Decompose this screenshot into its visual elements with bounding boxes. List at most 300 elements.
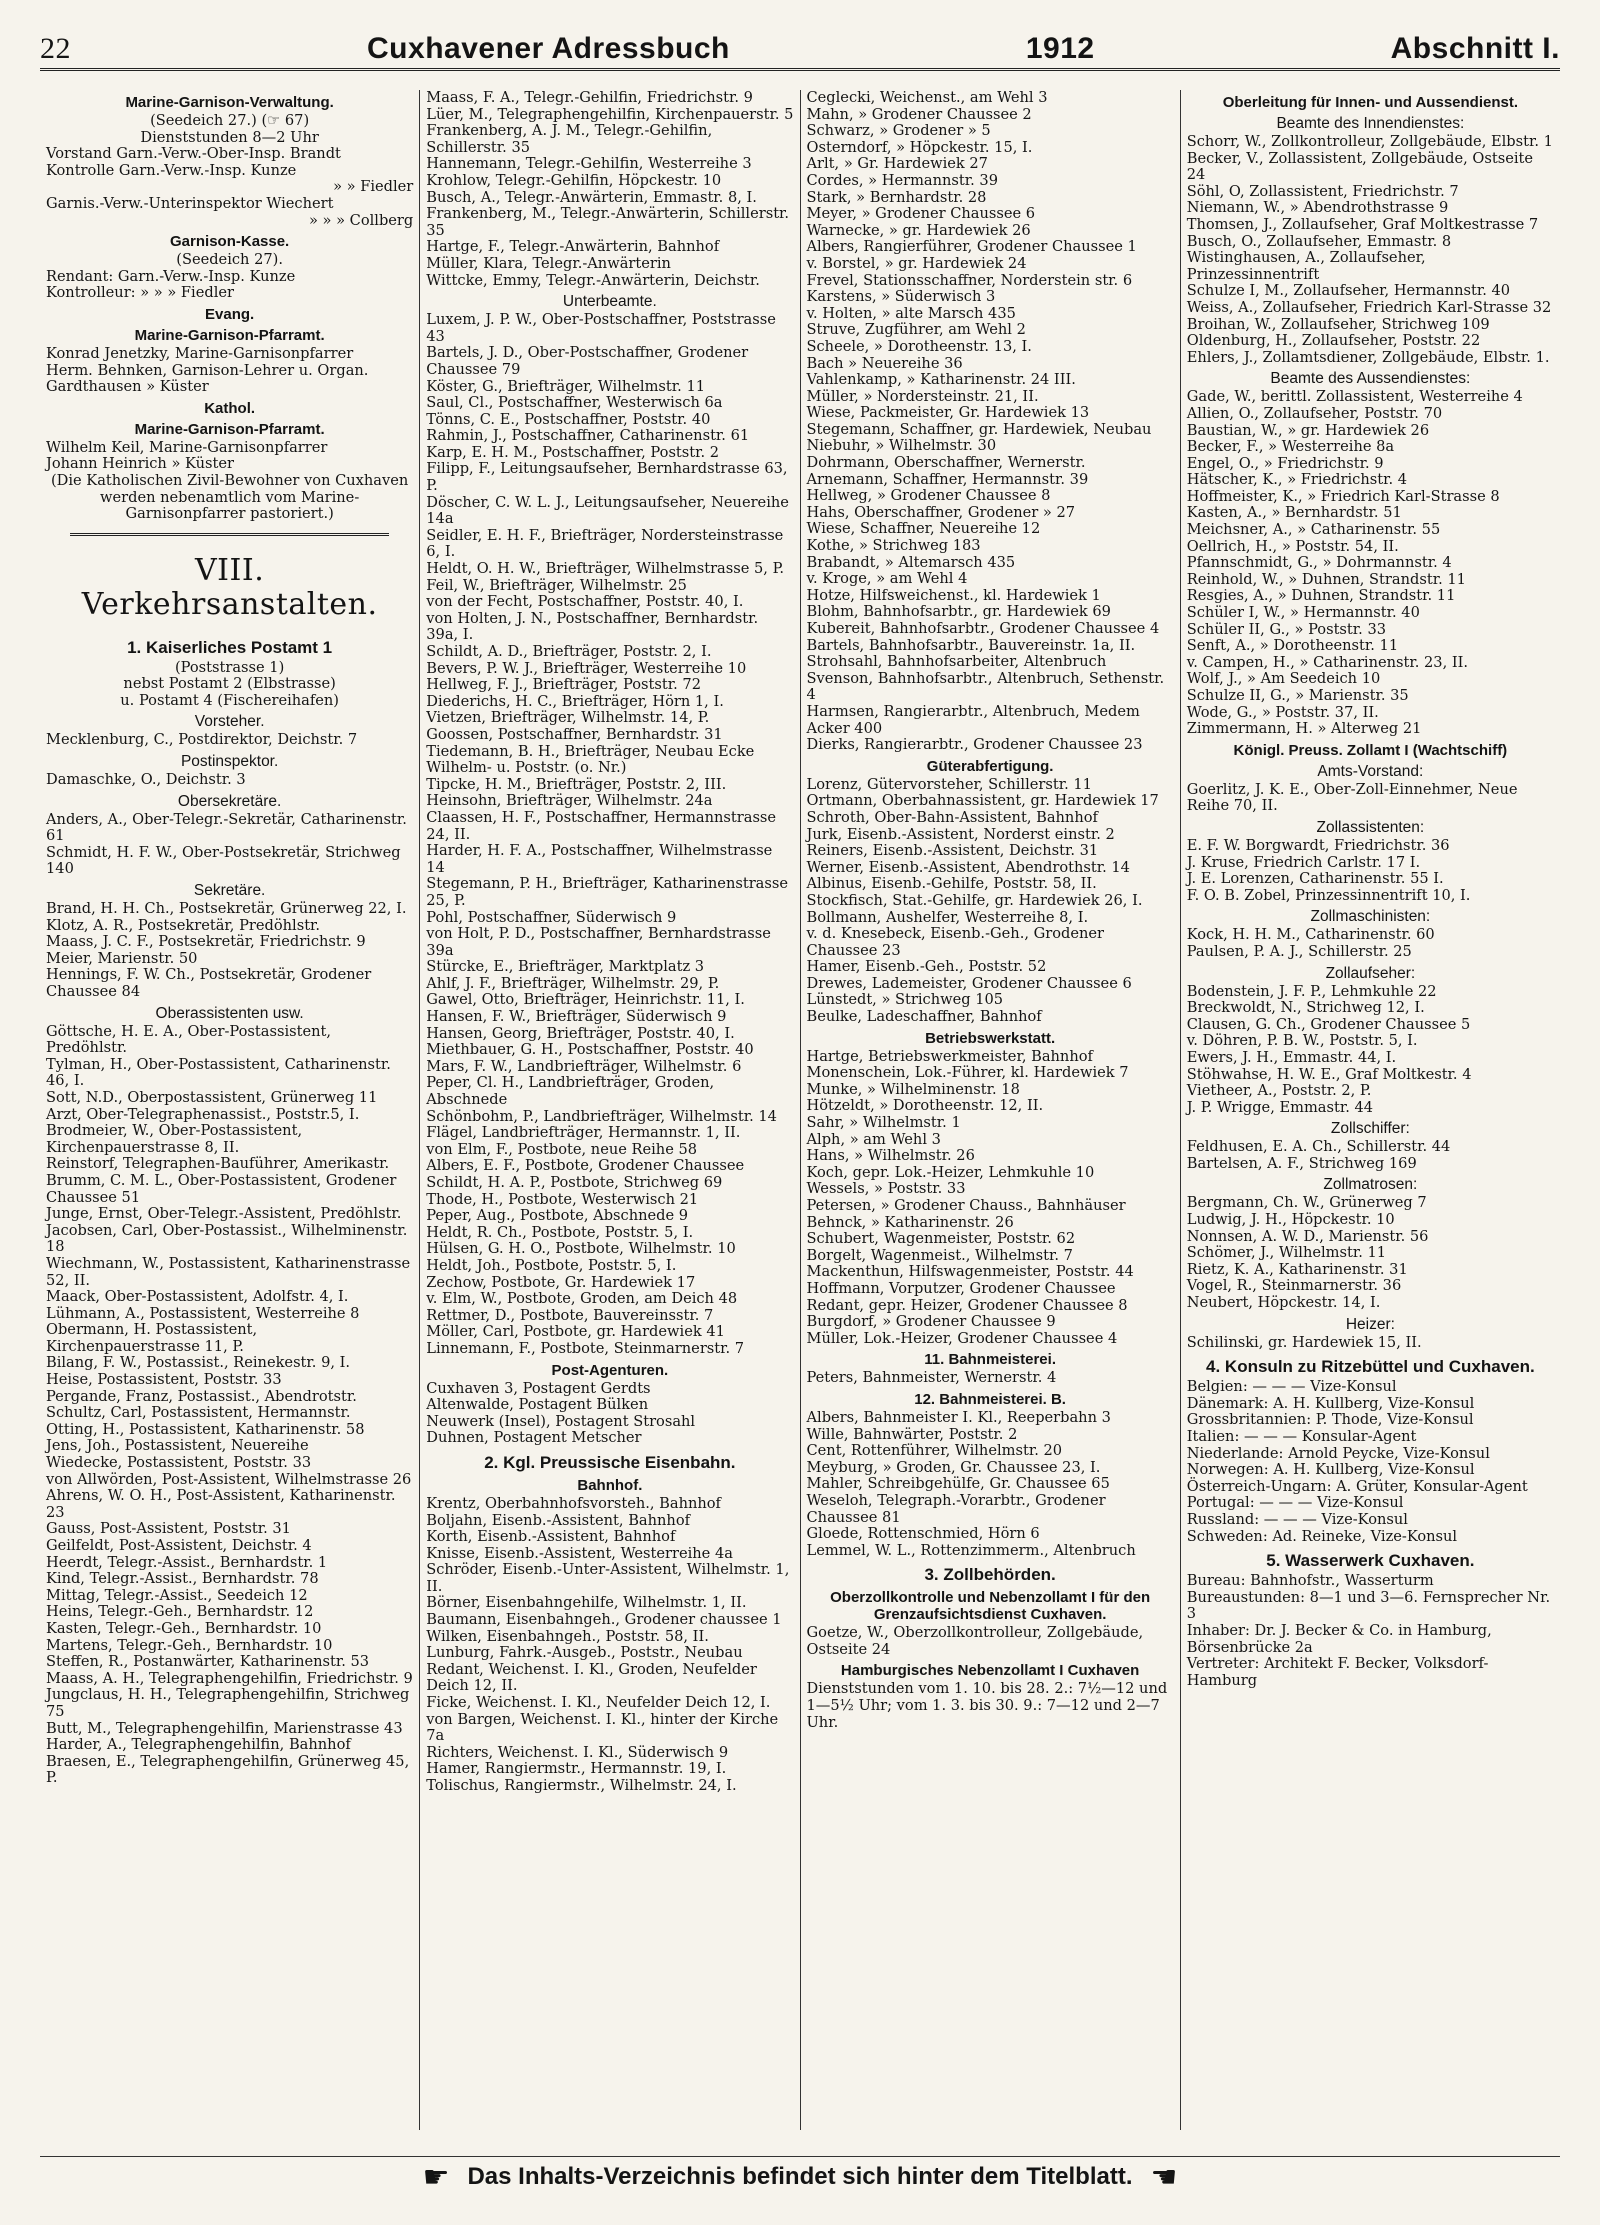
directory-entry: Ehlers, J., Zollamtsdiener, Zollgebäude, Elbstr. 1. <box>1186 348 1550 366</box>
directory-entry: Vietheer, A., Poststr. 2, P. <box>1186 1082 1372 1100</box>
directory-entry: Pfannschmidt, G., » Dohrmannstr. 4 <box>1186 554 1452 572</box>
chapter-heading: VIII. Verkehrsanstalten. <box>81 552 378 622</box>
note-line: (Seedeich 27.) (☞ 67) <box>150 112 310 129</box>
directory-entry: Börner, Eisenbahngehilfe, Wilhelmstr. 1, II. <box>426 1594 747 1612</box>
directory-entry: Borgelt, Wagenmeist., Wilhelmstr. 7 <box>806 1246 1073 1264</box>
section-heading: Post-Agenturen. <box>551 1361 669 1379</box>
directory-entry: Schulze I, M., Zollaufseher, Hermannstr. 40 <box>1186 282 1511 300</box>
directory-entry: Goetze, W., Oberzollkontrolleur, Zollgebäude, Ostseite 24 <box>806 1624 1144 1658</box>
directory-entry: Hennings, F. W. Ch., Postsekretär, Grodener Chaussee 84 <box>46 966 372 1000</box>
section-heading: Marine-Garnison-Verwaltung. <box>125 94 334 111</box>
directory-entry: Schwarz, » Grodener » 5 <box>806 122 991 140</box>
directory-entry: Konrad Jenetzky, Marine-Garnisonpfarrer <box>46 344 354 362</box>
directory-entry: Jungclaus, H. H., Telegraphengehilfin, Strichweg 75 <box>46 1686 410 1720</box>
directory-entry: J. E. Lorenzen, Catharinenstr. 55 I. <box>1186 870 1444 888</box>
directory-entry: Heise, Postassistent, Poststr. 33 <box>46 1371 282 1389</box>
directory-entry: Heins, Telegr.-Geh., Bernhardstr. 12 <box>46 1603 314 1621</box>
directory-entry: Schmidt, H. F. W., Ober-Postsekretär, Strichweg 140 <box>46 843 401 878</box>
directory-entry: F. O. B. Zobel, Prinzessinnentrift 10, I. <box>1186 886 1471 904</box>
directory-entry: Flägel, Landbriefträger, Hermannstr. 1, II. <box>426 1124 741 1142</box>
directory-entry: Rahmin, J., Postschaffner, Catharinenstr. 61 <box>426 427 750 445</box>
section-heading: 12. Bahnmeisterei. B. <box>914 1390 1066 1408</box>
directory-entry: Richters, Weichenst. I. Kl., Süderwisch 9 <box>426 1743 729 1761</box>
directory-entry: Lunburg, Fahrk.-Ausgeb., Poststr., Neubau <box>426 1644 743 1662</box>
directory-entry: Bergmann, Ch. W., Grünerweg 7 <box>1186 1194 1427 1212</box>
section-heading: Kathol. <box>204 399 256 417</box>
directory-entry: Junge, Ernst, Ober-Telegr.-Assistent, Predöhlstr. <box>46 1205 402 1223</box>
directory-entry: Schulze II, G., » Marienstr. 35 <box>1186 687 1409 704</box>
directory-entry: Möller, Carl, Postbote, gr. Hardewiek 41 <box>426 1323 725 1341</box>
numbered-heading: 3. Zollbehörden. <box>924 1565 1056 1585</box>
directory-entry: Bilang, F. W., Postassist., Reinekestr. 9, I. <box>46 1354 351 1372</box>
directory-entry: Hötzeldt, » Dorotheenstr. 12, II. <box>806 1097 1044 1115</box>
directory-entry: Herm. Behnken, Garnison-Lehrer u. Organ. <box>46 361 369 379</box>
directory-entry: » » Fiedler <box>333 178 414 196</box>
numbered-heading: 5. Wasserwerk Cuxhaven. <box>1266 1551 1475 1571</box>
directory-entry: Kubereit, Bahnhofsarbtr., Grodener Chaussee 4 <box>806 620 1160 637</box>
directory-entry: Russland: — — — Vize-Konsul <box>1186 1510 1408 1528</box>
directory-entry: J. Kruse, Friedrich Carlstr. 17 I. <box>1186 853 1421 871</box>
directory-entry: Portugal: — — — Vize-Konsul <box>1186 1494 1404 1512</box>
directory-entry: Schildt, H. A. P., Postbote, Strichweg 69 <box>426 1174 723 1191</box>
directory-entry: von Allwörden, Post-Assistent, Wilhelmstrasse 26 <box>46 1470 412 1488</box>
directory-entry: Lorenz, Gütervorsteher, Schillerstr. 11 <box>806 775 1092 793</box>
directory-entry: Becker, V., Zollassistent, Zollgebäude, Ostseite 24 <box>1186 149 1534 184</box>
directory-entry: Klotz, A. R., Postsekretär, Predöhlstr. <box>46 916 321 934</box>
directory-entry: Hansen, F. W., Briefträger, Süderwisch 9 <box>426 1008 727 1026</box>
directory-entry: Seidler, E. H. F., Briefträger, Nordersteinstrasse 6, I. <box>426 526 784 561</box>
subheading: Heizer: <box>1345 1315 1395 1333</box>
directory-entry: Schüler I, W., » Hermannstr. 40 <box>1186 604 1420 622</box>
directory-entry: Wiese, Schaffner, Neuereihe 12 <box>806 520 1041 538</box>
directory-entry: Vogel, R., Steinmarnerstr. 36 <box>1186 1277 1402 1295</box>
directory-entry: Bartelsen, A. F., Strichweg 169 <box>1186 1154 1417 1172</box>
note-line: nebst Postamt 2 (Elbstrasse) <box>123 675 336 693</box>
directory-entry: Duhnen, Postagent Metscher <box>426 1429 642 1447</box>
directory-entry: Allien, O., Zollaufseher, Poststr. 70 <box>1186 404 1443 422</box>
directory-entry: Peters, Bahnmeister, Wernerstr. 4 <box>806 1369 1057 1387</box>
directory-entry: Lemmel, W. L., Rottenzimmerm., Altenbruch <box>806 1541 1136 1559</box>
directory-entry: Bevers, P. W. J., Briefträger, Westerreihe 10 <box>426 659 747 677</box>
directory-entry: Saul, Cl., Postschaffner, Westerwisch 6a <box>426 394 723 412</box>
section-label: Abschnitt I. <box>1390 32 1560 65</box>
directory-entry: Steffen, R., Postanwärter, Katharinenstr. 53 <box>46 1653 370 1671</box>
directory-entry: Jacobsen, Carl, Ober-Postassist., Wilhelminenstr. 18 <box>46 1221 408 1256</box>
directory-entry: Feldhusen, E. A. Ch., Schillerstr. 44 <box>1186 1138 1451 1156</box>
directory-entry: Arzt, Ober-Telegraphenassist., Poststr.5, I. <box>46 1105 360 1123</box>
numbered-heading: 1. Kaiserliches Postamt 1 <box>127 637 333 657</box>
column-3 <box>801 90 1181 2130</box>
year: 1912 <box>1025 32 1095 65</box>
directory-entry: Goerlitz, J. K. E., Ober-Zoll-Einnehmer, Neue Reihe 70, II. <box>1186 780 1518 815</box>
directory-entry: Lüer, M., Telegraphengehilfin, Kirchenpauerstr. 5 <box>426 105 794 123</box>
directory-entry: Mackenthun, Hilfswagenmeister, Poststr. 44 <box>806 1263 1134 1281</box>
directory-entry: Knisse, Eisenb.-Assistent, Westerreihe 4a <box>426 1544 733 1562</box>
directory-entry: Tolischus, Rangiermstr., Wilhelmstr. 24, I. <box>426 1777 737 1794</box>
directory-entry: Tylman, H., Ober-Postassistent, Catharinenstr. 46, I. <box>46 1055 391 1090</box>
subheading: Unterbeamte. <box>562 293 657 311</box>
directory-entry: Breckwoldt, N., Strichweg 12, I. <box>1186 999 1425 1017</box>
directory-entry: Karstens, » Süderwisch 3 <box>806 288 996 306</box>
directory-entry: Albinus, Eisenb.-Gehilfe, Poststr. 58, II. <box>806 875 1097 893</box>
directory-entry: Damaschke, O., Deichstr. 3 <box>46 771 246 789</box>
directory-entry: Rietz, K. A., Katharinenstr. 31 <box>1186 1260 1408 1278</box>
numbered-heading: 4. Konsuln zu Ritzebüttel und Cuxhaven. <box>1206 1357 1535 1377</box>
directory-entry: Kock, H. H. M., Catharinenstr. 60 <box>1186 926 1435 944</box>
directory-entry: Krohlow, Telegr.-Gehilfin, Höpckestr. 10 <box>426 171 722 189</box>
directory-entry: Alph, » am Wehl 3 <box>806 1130 941 1148</box>
directory-entry: Maass, F. A., Telegr.-Gehilfin, Friedrichstr. 9 <box>426 90 753 106</box>
subheading: Zollschiffer: <box>1330 1120 1410 1138</box>
directory-entry: von der Fecht, Postschaffner, Poststr. 40, I. <box>426 593 744 611</box>
directory-entry: Brabandt, » Altemarsch 435 <box>806 553 1016 571</box>
directory-entry: Hannemann, Telegr.-Gehilfin, Westerreihe 3 <box>426 155 752 173</box>
directory-entry: Mittag, Telegr.-Assist., Seedeich 12 <box>46 1586 308 1604</box>
subheading: Obersekretäre. <box>177 792 282 810</box>
directory-entry: Baumann, Eisenbahngeh., Grodener chaussee 1 <box>426 1611 782 1629</box>
directory-entry: Clausen, G. Ch., Grodener Chaussee 5 <box>1186 1015 1471 1033</box>
directory-entry: Krentz, Oberbahnhofsvorsteh., Bahnhof <box>426 1494 721 1512</box>
directory-entry: Werner, Eisenb.-Assistent, Abendrothstr. 14 <box>806 858 1130 876</box>
directory-entry: Meyburg, » Groden, Gr. Chaussee 23, I. <box>806 1458 1101 1476</box>
directory-entry: Vertreter: Architekt F. Becker, Volksdorf-Hamburg <box>1186 1655 1489 1689</box>
directory-entry: Hellweg, F. J., Briefträger, Poststr. 72 <box>426 676 701 694</box>
directory-entry: Bureaustunden: 8—1 und 3—6. Fernsprecher Nr. 3 <box>1186 1588 1551 1623</box>
directory-entry: v. d. Knesebeck, Eisenb.-Geh., Grodener Chaussee 23 <box>806 925 1105 959</box>
directory-entry: Obermann, H. Postassistent, Kirchenpauerstrasse 11, P. <box>46 1321 258 1355</box>
directory-entry: Redant, Weichenst. I. Kl., Groden, Neufelder Deich 12, II. <box>426 1660 757 1695</box>
directory-entry: Kontrolle Garn.-Verw.-Insp. Kunze <box>46 161 297 179</box>
directory-entry: Struve, Zugführer, am Wehl 2 <box>806 321 1026 339</box>
directory-entry: Pohl, Postschaffner, Süderwisch 9 <box>426 908 677 926</box>
subheading: Zollmaschinisten: <box>1310 908 1431 926</box>
directory-entry: Österreich-Ungarn: A. Grüter, Konsular-Agent <box>1186 1477 1528 1495</box>
directory-entry: Wiese, Packmeister, Gr. Hardewiek 13 <box>806 404 1090 422</box>
directory-entry: Schüler II, G., » Poststr. 33 <box>1186 620 1387 638</box>
section-heading: Güterabfertigung. <box>926 757 1054 775</box>
directory-entry: Peper, Aug., Postbote, Abschnede 9 <box>426 1207 689 1225</box>
directory-entry: Petersen, » Grodener Chauss., Bahnhäuser <box>806 1197 1126 1214</box>
directory-entry: Paulsen, P. A. J., Schillerstr. 25 <box>1186 942 1412 960</box>
directory-entry: Engel, O., » Friedrichstr. 9 <box>1186 454 1384 472</box>
directory-entry: Wittcke, Emmy, Telegr.-Anwärterin, Deichstr. <box>426 271 760 289</box>
directory-entry: Lühmann, A., Postassistent, Westerreihe 8 <box>46 1304 360 1322</box>
directory-entry: Döscher, C. W. L. J., Leitungsaufseher, Neuereihe 14a <box>426 493 789 528</box>
directory-entry: Linnemann, F., Postbote, Steinmarnerstr. 7 <box>426 1339 745 1357</box>
directory-entry: Heldt, R. Ch., Postbote, Poststr. 5, I. <box>426 1223 694 1241</box>
directory-entry: Kasten, Telegr.-Geh., Bernhardstr. 10 <box>46 1619 322 1637</box>
directory-entry: Vietzen, Briefträger, Wilhelmstr. 14, P. <box>426 709 710 727</box>
directory-entry: J. P. Wrigge, Emmastr. 44 <box>1186 1098 1374 1116</box>
directory-entry: Göttsche, H. E. A., Ober-Postassistent, Predöhlstr. <box>46 1022 331 1057</box>
directory-entry: Claassen, H. F., Postschaffner, Hermannstrasse 24, II. <box>426 808 777 843</box>
directory-entry: Ludwig, J. H., Höpckestr. 10 <box>1186 1211 1395 1229</box>
directory-entry: Tipcke, H. M., Briefträger, Poststr. 2, III. <box>426 775 727 793</box>
footer-note <box>40 2156 1560 2197</box>
directory-entry: Miethbauer, G. H., Postschaffner, Poststr. 40 <box>426 1041 754 1059</box>
directory-entry: Maack, Ober-Postassistent, Adolfstr. 4, I. <box>46 1288 349 1306</box>
column-1 <box>40 90 420 2130</box>
directory-entry: Wilken, Eisenbahngeh., Poststr. 58, II. <box>426 1627 709 1645</box>
directory-entry: Harder, H. F. A., Postschaffner, Wilhelmstrasse 14 <box>426 842 773 876</box>
directory-entry: Kind, Telegr.-Assist., Bernhardstr. 78 <box>46 1570 319 1588</box>
directory-entry: Heinsohn, Briefträger, Wilhelmstr. 24a <box>426 792 713 810</box>
directory-entry: Hartge, Betriebswerkmeister, Bahnhof <box>806 1047 1093 1065</box>
directory-entry: Thode, H., Postbote, Westerwisch 21 <box>426 1190 699 1208</box>
directory-entry: Niemann, W., » Abendrothstrasse 9 <box>1186 199 1449 217</box>
directory-entry: Wille, Bahnwärter, Poststr. 2 <box>806 1425 1018 1443</box>
column-2 <box>420 90 800 2130</box>
directory-entry: Gade, W., berittl. Zollassistent, Westerreihe 4 <box>1186 388 1523 406</box>
directory-entry: Schubert, Wagenmeister, Poststr. 62 <box>806 1230 1076 1248</box>
directory-entry: Inhaber: Dr. J. Becker & Co. in Hamburg, Börsenbrücke 2a <box>1186 1621 1492 1656</box>
directory-entry: Frankenberg, A. J. M., Telegr.-Gehilfin, Schillerstr. 35 <box>426 122 713 156</box>
directory-entry: von Holten, J. N., Postschaffner, Bernhardstr. 39a, I. <box>426 609 759 644</box>
directory-entry: Stark, » Bernhardstr. 28 <box>806 188 987 206</box>
directory-entry: Nonnsen, A. W. D., Marienstr. 56 <box>1186 1227 1429 1245</box>
directory-entry: Meier, Marienstr. 50 <box>46 949 198 967</box>
directory-entry: Senft, A., » Dorotheenstr. 11 <box>1186 637 1399 655</box>
directory-entry: Meichsner, A., » Catharinenstr. 55 <box>1186 521 1441 539</box>
directory-entry: Heldt, O. H. W., Briefträger, Wilhelmstrasse 5, P. <box>426 560 785 578</box>
directory-entry: Albers, Rangierführer, Grodener Chaussee 1 <box>806 238 1137 256</box>
directory-entry: Butt, M., Telegraphengehilfin, Marienstrasse 43 <box>46 1719 403 1737</box>
directory-entry: Norwegen: A. H. Kullberg, Vize-Konsul <box>1186 1461 1475 1479</box>
directory-entry: Brumm, C. M. L., Ober-Postassistent, Grodener Chaussee 51 <box>46 1171 397 1206</box>
directory-entry: v. Campen, H., » Catharinenstr. 23, II. <box>1186 653 1469 671</box>
directory-entry: von Bargen, Weichenst. I. Kl., hinter der Kirche 7a <box>426 1710 779 1745</box>
directory-entry: Albers, Bahnmeister I. Kl., Reeperbahn 3 <box>806 1408 1111 1426</box>
directory-entry: Müller, Klara, Telegr.-Anwärterin <box>426 254 671 272</box>
note-line: (Seedeich 27). <box>176 251 283 269</box>
directory-entry: Busch, O., Zollaufseher, Emmastr. 8 <box>1186 232 1452 250</box>
directory-entry: Cent, Rottenführer, Wilhelmstr. 20 <box>806 1442 1063 1460</box>
directory-entry: Müller, Lok.-Heizer, Grodener Chaussee 4 <box>806 1329 1118 1347</box>
directory-entry: Redant, gepr. Heizer, Grodener Chaussee 8 <box>806 1296 1128 1314</box>
directory-entry: Filipp, F., Leitungsaufseher, Bernhardstrasse 63, P. <box>426 460 788 495</box>
directory-entry: Zimmermann, H. » Alterweg 21 <box>1186 720 1422 738</box>
directory-entry: Becker, F., » Westerreihe 8a <box>1186 438 1395 456</box>
directory-entry: Reiners, Eisenb.-Assistent, Deichstr. 31 <box>806 842 1099 860</box>
directory-entry: Zechow, Postbote, Gr. Hardewiek 17 <box>426 1273 696 1291</box>
section-heading: Garnison-Kasse. <box>170 233 290 251</box>
directory-entry: Feil, W., Briefträger, Wilhelmstr. 25 <box>426 576 687 594</box>
directory-entry: Munke, » Wilhelminenstr. 18 <box>806 1080 1020 1098</box>
directory-entry: v. Holten, » alte Marsch 435 <box>806 304 1016 322</box>
directory-entry: Otting, H., Postassistent, Katharinenstr. 58 <box>46 1420 365 1438</box>
directory-entry: Niebuhr, » Wilhelmstr. 30 <box>806 437 997 455</box>
directory-entry: Wolf, J., » Am Seedeich 10 <box>1186 670 1381 688</box>
directory-entry: Reinstorf, Telegraphen-Bauführer, Amerikastr. <box>46 1155 390 1173</box>
directory-entry: Johann Heinrich » Küster <box>46 455 234 473</box>
directory-entry: Korth, Eisenb.-Assistent, Bahnhof <box>426 1528 676 1546</box>
subheading: Zollassistenten: <box>1316 818 1425 836</box>
directory-entry: Vorstand Garn.-Verw.-Ober-Insp. Brandt <box>46 145 341 163</box>
directory-entry: Wiedecke, Postassistent, Poststr. 33 <box>46 1454 312 1472</box>
subheading: Zollaufseher: <box>1325 964 1416 982</box>
directory-entry: v. Elm, W., Postbote, Groden, am Deich 48 <box>426 1290 738 1308</box>
directory-entry: Köster, G., Briefträger, Wilhelmstr. 11 <box>426 377 706 395</box>
directory-entry: Hamer, Eisenb.-Geh., Poststr. 52 <box>806 958 1047 976</box>
directory-entry: Stegemann, P. H., Briefträger, Katharinenstrasse 25, P. <box>426 875 788 909</box>
numbered-heading: 2. Kgl. Preussische Eisenbahn. <box>484 1452 736 1472</box>
double-rule <box>70 533 389 536</box>
directory-entry: Ficke, Weichenst. I. Kl., Neufelder Deich 12, I. <box>426 1694 771 1712</box>
directory-entry: Boljahn, Eisenb.-Assistent, Bahnhof <box>426 1511 691 1529</box>
footer-text: Das Inhalts-Verzeichnis befindet sich hinter dem Titelblatt. <box>467 2163 1133 2190</box>
directory-entry: Wilhelm Keil, Marine-Garnisonpfarrer <box>46 438 328 456</box>
directory-entry: Hartge, F., Telegr.-Anwärterin, Bahnhof <box>426 238 720 256</box>
directory-entry: Stürcke, E., Briefträger, Marktplatz 3 <box>426 958 705 976</box>
directory-entry: Vahlenkamp, » Katharinenstr. 24 III. <box>806 371 1076 389</box>
directory-entry: Drewes, Lademeister, Grodener Chaussee 6 <box>806 974 1132 992</box>
note-line: (Die Katholischen Zivil-Bewohner von Cuxhaven werden nebenamtlich vom Marine-Garnisonpfarrer pastoriert.) <box>50 471 409 523</box>
directory-entry: Dierks, Rangierarbtr., Grodener Chaussee 23 <box>806 736 1143 754</box>
directory-entry: Hansen, Georg, Briefträger, Poststr. 40, I. <box>426 1024 735 1042</box>
section-heading: 11. Bahnmeisterei. <box>924 1351 1056 1369</box>
page-number: 22 <box>40 32 71 65</box>
directory-entry: Peper, Cl. H., Landbriefträger, Groden, Abschnede <box>426 1074 715 1109</box>
directory-entry: Pergande, Franz, Postassist., Abendrotstr. <box>46 1387 357 1405</box>
directory-entry: Thomsen, J., Zollaufseher, Graf Moltkestrasse 7 <box>1186 215 1539 233</box>
directory-entry: Italien: — — — Konsular-Agent <box>1186 1428 1417 1445</box>
directory-entry: Koch, gepr. Lok.-Heizer, Lehmkuhle 10 <box>806 1163 1095 1181</box>
directory-entry: Arlt, » Gr. Hardewiek 27 <box>806 155 988 173</box>
directory-entry: Stöhwahse, H. W. E., Graf Moltkestr. 4 <box>1186 1065 1472 1083</box>
directory-entry: Bollmann, Aushelfer, Westerreihe 8, I. <box>806 908 1089 926</box>
directory-entry: Stegemann, Schaffner, gr. Hardewiek, Neubau <box>806 420 1152 438</box>
directory-entry: Tönns, C. E., Postschaffner, Poststr. 40 <box>426 410 711 428</box>
directory-entry: Blohm, Bahnhofsarbtr., gr. Hardewiek 69 <box>806 603 1111 621</box>
directory-entry: Monenschein, Lok.-Führer, kl. Hardewiek 7 <box>806 1064 1129 1082</box>
directory-entry: Jens, Joh., Postassistent, Neuereihe <box>46 1437 309 1455</box>
directory-entry: Altenwalde, Postagent Bülken <box>426 1396 649 1414</box>
directory-entry: Schroth, Ober-Bahn-Assistent, Bahnhof <box>806 808 1098 826</box>
directory-entry: Schorr, W., Zollkontrolleur, Zollgebäude, Elbstr. 1 <box>1186 133 1553 150</box>
directory-entry: Behnck, » Katharinenstr. 26 <box>806 1213 1014 1231</box>
text-columns <box>40 90 1560 2130</box>
directory-entry: Mars, F. W., Landbriefträger, Wilhelmstr. 6 <box>426 1057 742 1075</box>
directory-entry: Wiechmann, W., Postassistent, Katharinenstrasse 52, II. <box>46 1254 411 1289</box>
directory-entry: Müller, » Nordersteinstr. 21, II. <box>806 387 1039 405</box>
directory-entry: Cordes, » Hermannstr. 39 <box>806 171 998 189</box>
directory-entry: Brand, H. H. Ch., Postsekretär, Grünerweg 22, I. <box>46 900 407 918</box>
directory-entry: Ahlf, J. F., Briefträger, Wilhelmstr. 29, P. <box>426 974 720 992</box>
directory-entry: Bach » Neuereihe 36 <box>806 354 963 372</box>
directory-entry: Mahler, Schreibgehülfe, Gr. Chaussee 65 <box>806 1475 1110 1493</box>
directory-entry: v. Döhren, P. B. W., Poststr. 5, I. <box>1186 1032 1418 1050</box>
directory-entry: Martens, Telegr.-Geh., Bernhardstr. 10 <box>46 1636 333 1654</box>
directory-entry: Broihan, W., Zollaufseher, Strichweg 109 <box>1186 315 1490 333</box>
directory-entry: Diederichs, H. C., Briefträger, Hörn 1, I. <box>426 692 724 710</box>
directory-entry: Busch, A., Telegr.-Anwärterin, Emmastr. 8, I. <box>426 188 757 206</box>
directory-entry: Burgdorf, » Grodener Chaussee 9 <box>806 1313 1056 1331</box>
directory-entry: Hamer, Rangiermstr., Hermannstr. 19, I. <box>426 1760 727 1778</box>
directory-entry: Hans, » Wilhelmstr. 26 <box>806 1147 975 1165</box>
directory-entry: Bartels, Bahnhofsarbtr., Bauvereinstr. 1a, II. <box>806 636 1136 654</box>
directory-entry: Schröder, Eisenb.-Unter-Assistent, Wilhelmstr. 1, II. <box>426 1561 790 1595</box>
directory-entry: Niederlande: Arnold Peycke, Vize-Konsul <box>1186 1444 1490 1462</box>
directory-entry: Hotze, Hilfsweichenst., kl. Hardewiek 1 <box>806 586 1101 604</box>
directory-entry: Neubert, Höpckestr. 14, I. <box>1186 1294 1381 1312</box>
directory-entry: Meyer, » Grodener Chaussee 6 <box>806 205 1036 223</box>
directory-entry: Bartels, J. D., Ober-Postschaffner, Grodener Chaussee 79 <box>426 344 749 378</box>
directory-entry: Lünstedt, » Strichweg 105 <box>806 991 1004 1009</box>
directory-entry: Weiss, A., Zollaufseher, Friedrich Karl-Strasse 32 <box>1186 298 1552 316</box>
directory-entry: Albers, E. F., Postbote, Grodener Chaussee <box>426 1157 745 1175</box>
directory-entry: Kothe, » Strichweg 183 <box>806 537 981 555</box>
directory-entry: Mahn, » Grodener Chaussee 2 <box>806 105 1032 123</box>
directory-entry: Jurk, Eisenb.-Assistent, Norderst einstr. 2 <box>806 825 1115 843</box>
directory-entry: Heerdt, Telegr.-Assist., Bernhardstr. 1 <box>46 1553 328 1571</box>
directory-entry: Dienststunden vom 1. 10. bis 28. 2.: 7½—12 und 1—5½ Uhr; vom 1. 3. bis 30. 9.: 7—12 und 2—7 Uhr. <box>806 1680 1168 1731</box>
subheading: Oberassistenten usw. <box>155 1004 304 1022</box>
directory-entry: Hellweg, » Grodener Chaussee 8 <box>806 487 1051 505</box>
directory-entry: Sott, N.D., Oberpostassistent, Grünerweg 11 <box>46 1088 378 1106</box>
directory-entry: Neuwerk (Insel), Postagent Strosahl <box>426 1412 696 1430</box>
directory-entry: Ahrens, W. O. H., Post-Assistent, Katharinenstr. 23 <box>46 1487 396 1521</box>
directory-entry: Ewers, J. H., Emmastr. 44, I. <box>1186 1048 1397 1066</box>
directory-entry: Schultz, Carl, Postassistent, Hermannstr. <box>46 1404 351 1422</box>
section-heading: Marine-Garnison-Pfarramt. <box>134 326 325 344</box>
directory-entry: Svenson, Bahnhofsarbtr., Altenbruch, Sethenstr. 4 <box>806 669 1165 704</box>
pointing-hand-right-icon: ☛ <box>422 2160 450 2194</box>
section-heading: Bahnhof. <box>577 1476 643 1494</box>
note-line: u. Postamt 4 (Fischereihafen) <box>120 691 339 709</box>
directory-entry: Karp, E. H. M., Postschaffner, Poststr. 2 <box>426 443 720 461</box>
directory-entry: Reinhold, W., » Duhnen, Strandstr. 11 <box>1186 570 1466 588</box>
directory-entry: Wessels, » Poststr. 33 <box>806 1180 966 1198</box>
directory-entry: Scheele, » Dorotheenstr. 13, I. <box>806 337 1032 355</box>
directory-entry: E. F. W. Borgwardt, Friedrichstr. 36 <box>1186 836 1450 854</box>
directory-entry: Anders, A., Ober-Telegr.-Sekretär, Catharinenstr. 61 <box>46 810 407 845</box>
directory-entry: Schönbohm, P., Landbriefträger, Wilhelmstr. 14 <box>426 1107 777 1125</box>
subheading: Zollmatrosen: <box>1323 1176 1418 1194</box>
page-header <box>40 30 1560 71</box>
directory-entry: Oldenburg, H., Zollaufseher, Poststr. 22 <box>1186 332 1481 350</box>
directory-entry: Hoffmann, Vorputzer, Grodener Chaussee <box>806 1279 1116 1297</box>
directory-entry: Tiedemann, B. H., Briefträger, Neubau Ecke Wilhelm- u. Poststr. (o. Nr.) <box>426 742 755 777</box>
directory-entry: Bureau: Bahnhofstr., Wasserturm <box>1186 1572 1434 1590</box>
directory-entry: Garnis.-Verw.-Unterinspektor Wiechert <box>46 194 334 212</box>
directory-entry: Grossbritannien: P. Thode, Vize-Konsul <box>1186 1411 1474 1429</box>
directory-entry: v. Kroge, » am Wehl 4 <box>806 570 968 588</box>
directory-entry: Wistinghausen, A., Zollaufseher, Prinzessinnentrift <box>1186 249 1426 283</box>
subheading: Vorsteher. <box>194 713 265 731</box>
directory-entry: von Holt, P. D., Postschaffner, Bernhardstrasse 39a <box>426 925 771 959</box>
directory-entry: Brodmeier, W., Ober-Postassistent, Kirchenpauerstrasse 8, II. <box>46 1122 303 1156</box>
directory-entry: » » » Collberg <box>308 211 414 229</box>
directory-entry: Gloede, Rottenschmied, Hörn 6 <box>806 1525 1040 1543</box>
directory-entry: v. Borstel, » gr. Hardewiek 24 <box>806 254 1027 272</box>
section-heading: Betriebswerkstatt. <box>925 1029 1056 1047</box>
directory-entry: Dänemark: A. H. Kullberg, Vize-Konsul <box>1186 1394 1475 1412</box>
directory-entry: Wode, G., » Poststr. 37, II. <box>1186 703 1379 721</box>
section-heading: Königl. Preuss. Zollamt I (Wachtschiff) <box>1233 741 1508 759</box>
directory-entry: Heldt, Joh., Postbote, Poststr. 5, I. <box>426 1256 677 1274</box>
directory-entry: Weseloh, Telegraph.-Vorarbtr., Grodener Chaussee 81 <box>806 1491 1106 1526</box>
directory-entry: Warnecke, » gr. Hardewiek 26 <box>806 221 1031 239</box>
note-line: Dienststunden 8—2 Uhr <box>140 128 319 146</box>
directory-entry: Bodenstein, J. F. P., Lehmkuhle 22 <box>1186 982 1437 1000</box>
directory-entry: Beulke, Ladeschaffner, Bahnhof <box>806 1008 1042 1026</box>
subheading: Beamte des Innendienstes: <box>1276 115 1465 132</box>
directory-entry: Arnemann, Schaffner, Hermannstr. 39 <box>806 470 1089 488</box>
subheading: Beamte des Aussendienstes: <box>1270 370 1471 388</box>
column-4 <box>1181 90 1560 2130</box>
book-title: Cuxhavener Adressbuch <box>367 32 730 65</box>
directory-entry: Rettmer, D., Postbote, Bauvereinsstr. 7 <box>426 1306 714 1324</box>
